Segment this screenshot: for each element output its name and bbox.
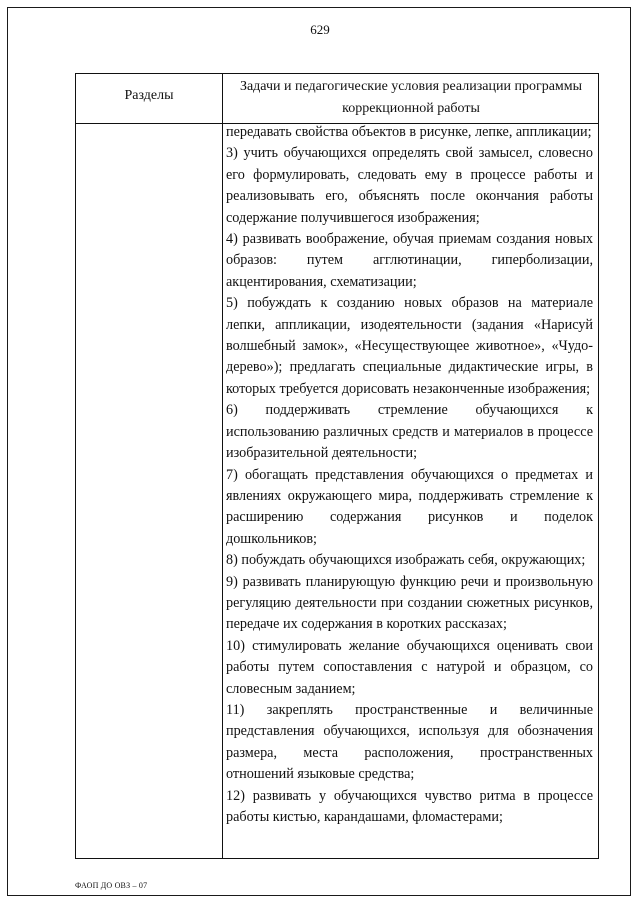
paragraph: 5) побуждать к созданию новых образов на материале лепки, аппликации, изодеятельности (задания «Нарисуй волшебный замок», «Несуществующее животное», «Чудо-дерево»); предлагать специальные дидактические игры, в которых требуется дорисовать незаконченные изображения; [226, 295, 593, 397]
paragraph: 3) учить обучающихся определять свой замысел, словесно его формулировать, следовать ему в процессе работы и реализовывать его, объяснять после окончания работы содержание получившегося изображения; [226, 145, 593, 226]
tasks-cell [226, 122, 593, 828]
paragraph: 6) поддерживать стремление обучающихся к использованию различных средств и материалов в процессе изобразительной деятельности; [226, 402, 593, 462]
column-divider [222, 74, 223, 858]
column-header-tasks: Задачи и педагогические условия реализации программы коррекционной работы [239, 79, 583, 116]
page-number: 629 [310, 22, 330, 37]
column-header-sections: Разделы [124, 88, 174, 103]
content-table [75, 73, 599, 859]
paragraph: 10) стимулировать желание обучающихся оценивать свои работы путем сопоставления с натурой и образцом, со словесным заданием; [226, 637, 593, 697]
paragraph: 4) развивать воображение, обучая приемам создания новых образов: путем агглютинации, гиперболизации, акцентирования, схематизации; [226, 231, 593, 290]
paragraph: передавать свойства объектов в рисунке, лепке, аппликации; [226, 124, 592, 140]
paragraph: 11) закреплять пространственные и величинные представления обучающихся, используя для обозначения размера, места расположения, пространственных отношений языковые средства; [226, 701, 593, 783]
paragraph: 8) побуждать обучающихся изображать себя, окружающих; [226, 552, 586, 569]
document-code: ФАОП ДО ОВЗ – 07 [75, 881, 148, 890]
paragraph: 7) обогащать представления обучающихся о предметах и явлениях окружающего мира, поддерживать стремление к расширению содержания рисунков и поделок дошкольников; [226, 466, 593, 547]
paragraph: 12) развивать у обучающихся чувство ритма в процессе работы кистью, карандашами, фломастерами; [226, 787, 593, 825]
paragraph: 9) развивать планирующую функцию речи и произвольную регуляцию деятельности при создании сюжетных рисунков, передаче их содержания в коротких рассказах; [226, 573, 593, 633]
